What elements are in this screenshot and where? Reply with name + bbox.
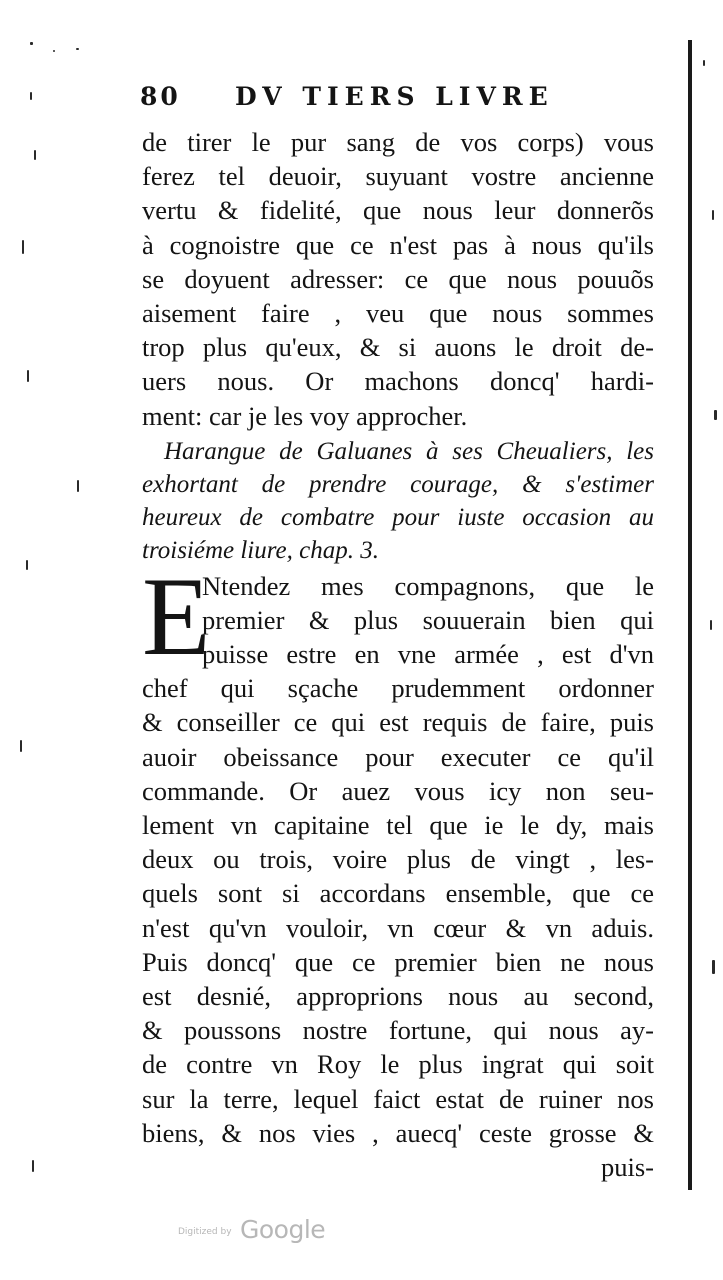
google-logo: Google <box>240 1215 326 1244</box>
running-title: DV TIERS LIVRE <box>235 82 554 111</box>
chapter-line: chef qui sçache prudemment ordonner <box>142 673 654 704</box>
text-block <box>142 125 654 1184</box>
chapter-line: quels sont si accordans ensemble, que ce <box>142 878 654 909</box>
chapter-line: lement vn capitaine tel que ie le dy, mais <box>142 810 654 840</box>
chapter-line: deux ou trois, voire plus de vingt , les- <box>142 844 654 875</box>
body-line: se doyuent adresser: ce que nous pouuõs <box>142 263 654 294</box>
chapter-line: Puis doncq' que ce premier bien ne nous <box>142 946 654 977</box>
chapter-line: n'est qu'vn vouloir, vn cœur & vn aduis. <box>142 912 654 943</box>
chapter-line: de contre vn Roy le plus ingrat qui soit <box>142 1049 654 1080</box>
heading-line: heureux de combatre pour iuste occasion au <box>142 503 654 531</box>
heading-line: Harangue de Galuanes à ses Cheualiers, les <box>164 437 654 465</box>
chapter-line: & poussons nostre fortune, qui nous ay- <box>142 1015 654 1046</box>
body-line: à cognoistre que ce n'est pas à nous qu'ils <box>142 229 654 260</box>
chapter-line: biens, & nos vies , auecq' ceste grosse & <box>142 1117 654 1148</box>
body-line: ment: car je les voy approcher. <box>142 400 468 431</box>
running-head <box>140 82 660 122</box>
body-line: uers nous. Or machons doncq' hardi- <box>142 366 654 397</box>
page-number: 80 <box>140 82 181 111</box>
catchword: puis- <box>601 1151 654 1182</box>
chapter-line: Ntendez mes compagnons, que le <box>202 570 654 601</box>
chapter-line: sur la terre, lequel faict estat de ruiner nos <box>142 1083 654 1114</box>
body-line: aisement faire , veu que nous sommes <box>142 297 654 328</box>
chapter-line: & conseiller ce qui est requis de faire, puis <box>142 707 654 738</box>
body-line: ferez tel deuoir, suyuant vostre ancienne <box>142 161 654 192</box>
body-line: trop plus qu'eux, & si auons le droit de- <box>142 332 654 363</box>
body-line: de tirer le pur sang de vos corps) vous <box>142 127 654 157</box>
chapter-heading <box>142 435 654 567</box>
heading-line: troisiéme liure, chap. 3. <box>142 536 379 564</box>
chapter-text <box>142 554 654 1184</box>
digitized-watermark <box>178 1215 338 1245</box>
heading-line: exhortant de prendre courage, & s'estimer <box>142 470 654 498</box>
chapter-line: auoir obeissance pour executer ce qu'il <box>142 741 654 772</box>
watermark-prefix: Digitized by <box>178 1227 232 1237</box>
body-line: vertu & fidelité, que nous leur donnerõs <box>142 195 654 226</box>
chapter-line: commande. Or auez vous icy non seu- <box>142 775 654 806</box>
page-edge-rule <box>688 40 692 1190</box>
chapter-line: premier & plus souuerain bien qui <box>202 604 654 635</box>
chapter-line: est desnié, approprions nous au second, <box>142 980 654 1011</box>
chapter-line: puisse estre en vne armée , est d'vn <box>202 639 654 670</box>
drop-cap: E <box>142 554 211 679</box>
